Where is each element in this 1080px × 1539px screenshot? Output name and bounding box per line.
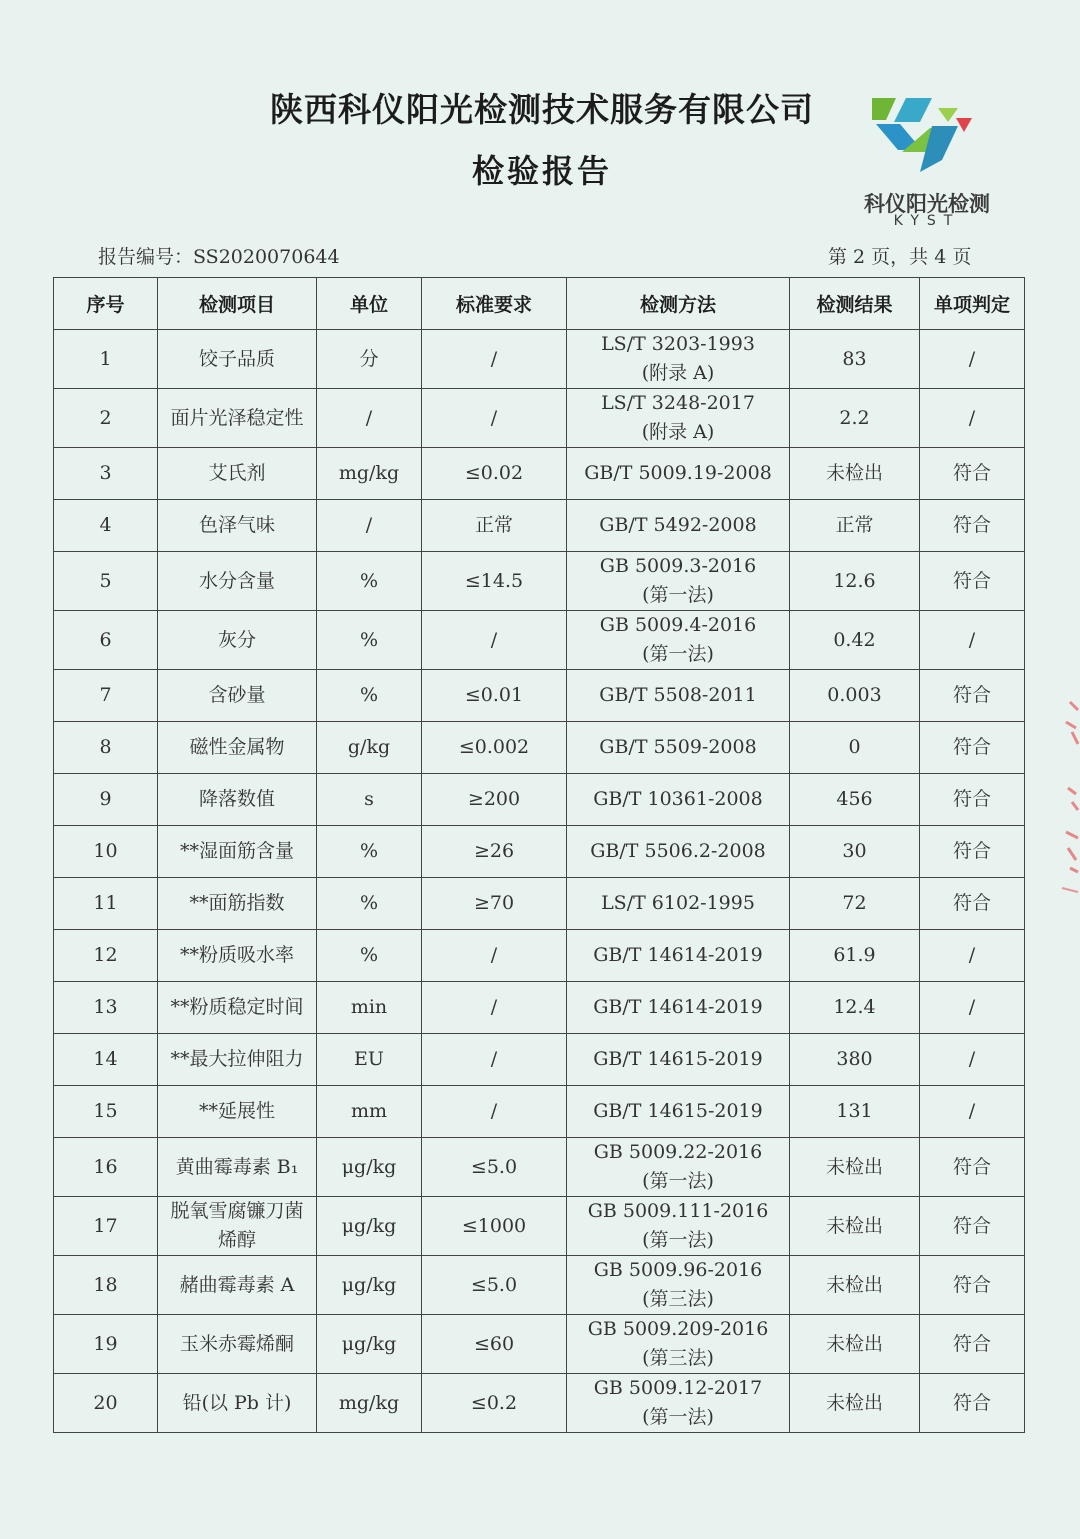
cell-item: **面筋指数 bbox=[158, 878, 317, 930]
cell-no: 16 bbox=[54, 1138, 158, 1197]
col-header-requirement: 标准要求 bbox=[422, 278, 567, 330]
cell-unit: mm bbox=[317, 1086, 422, 1138]
cell-method bbox=[567, 330, 790, 389]
red-seal-fragment bbox=[1058, 692, 1080, 902]
report-number: 报告编号：SS2020070644 bbox=[98, 246, 340, 268]
method-note: (附录 A) bbox=[641, 421, 715, 443]
table-row bbox=[54, 774, 1025, 826]
method-note: (第一法) bbox=[642, 1229, 714, 1251]
cell-method bbox=[567, 389, 790, 448]
table-row bbox=[54, 500, 1025, 552]
cell-unit: μg/kg bbox=[317, 1256, 422, 1315]
method-note: (第一法) bbox=[642, 584, 714, 606]
cell-requirement: / bbox=[422, 611, 567, 670]
results-table bbox=[53, 277, 1025, 1433]
cell-method: GB/T 14614-2019 bbox=[567, 930, 790, 982]
cell-verdict: / bbox=[920, 330, 1025, 389]
table-row bbox=[54, 878, 1025, 930]
cell-no: 5 bbox=[54, 552, 158, 611]
cell-item: 黄曲霉毒素 B₁ bbox=[158, 1138, 317, 1197]
table-row bbox=[54, 330, 1025, 389]
cell-item: 赭曲霉毒素 A bbox=[158, 1256, 317, 1315]
method-standard: GB 5009.96-2016 bbox=[593, 1259, 763, 1281]
cell-method: GB/T 14615-2019 bbox=[567, 1086, 790, 1138]
table-row bbox=[54, 1197, 1025, 1256]
method-note: (第三法) bbox=[642, 1347, 714, 1369]
cell-no: 8 bbox=[54, 722, 158, 774]
cell-item: 面片光泽稳定性 bbox=[158, 389, 317, 448]
cell-no: 2 bbox=[54, 389, 158, 448]
cell-method: GB/T 5492-2008 bbox=[567, 500, 790, 552]
table-row bbox=[54, 1315, 1025, 1374]
cell-method: GB/T 14615-2019 bbox=[567, 1034, 790, 1086]
cell-no: 12 bbox=[54, 930, 158, 982]
cell-verdict: 符合 bbox=[920, 500, 1025, 552]
cell-result: 61.9 bbox=[790, 930, 920, 982]
method-note: (第一法) bbox=[642, 643, 714, 665]
cell-unit: % bbox=[317, 930, 422, 982]
table-row bbox=[54, 448, 1025, 500]
cell-requirement: ≤0.02 bbox=[422, 448, 567, 500]
cell-no: 17 bbox=[54, 1197, 158, 1256]
cell-item: **湿面筋含量 bbox=[158, 826, 317, 878]
table-row bbox=[54, 1138, 1025, 1197]
cell-result: 12.6 bbox=[790, 552, 920, 611]
cell-requirement: ≤1000 bbox=[422, 1197, 567, 1256]
cell-no: 13 bbox=[54, 982, 158, 1034]
cell-item: 玉米赤霉烯酮 bbox=[158, 1315, 317, 1374]
cell-result: 72 bbox=[790, 878, 920, 930]
cell-item: 饺子品质 bbox=[158, 330, 317, 389]
cell-method: GB/T 14614-2019 bbox=[567, 982, 790, 1034]
cell-verdict: / bbox=[920, 611, 1025, 670]
cell-unit: mg/kg bbox=[317, 1374, 422, 1433]
cell-result: 未检出 bbox=[790, 448, 920, 500]
cell-requirement: / bbox=[422, 982, 567, 1034]
cell-requirement: / bbox=[422, 1086, 567, 1138]
cell-result: 456 bbox=[790, 774, 920, 826]
cell-unit: s bbox=[317, 774, 422, 826]
cell-method bbox=[567, 1374, 790, 1433]
cell-no: 11 bbox=[54, 878, 158, 930]
cell-method: LS/T 6102-1995 bbox=[567, 878, 790, 930]
cell-method bbox=[567, 1197, 790, 1256]
item-line: 脱氧雪腐镰刀菌 bbox=[170, 1200, 304, 1222]
cell-item: 色泽气味 bbox=[158, 500, 317, 552]
cell-result: 未检出 bbox=[790, 1315, 920, 1374]
cell-verdict: 符合 bbox=[920, 774, 1025, 826]
cell-verdict: / bbox=[920, 1086, 1025, 1138]
cell-unit: μg/kg bbox=[317, 1315, 422, 1374]
cell-result: 12.4 bbox=[790, 982, 920, 1034]
method-standard: GB 5009.111-2016 bbox=[587, 1200, 769, 1222]
table-row bbox=[54, 930, 1025, 982]
cell-verdict: 符合 bbox=[920, 1374, 1025, 1433]
cell-item: 降落数值 bbox=[158, 774, 317, 826]
cell-verdict: / bbox=[920, 930, 1025, 982]
cell-method bbox=[567, 1138, 790, 1197]
cell-verdict: 符合 bbox=[920, 826, 1025, 878]
cell-verdict: / bbox=[920, 389, 1025, 448]
method-standard: GB 5009.209-2016 bbox=[587, 1318, 769, 1340]
cell-method bbox=[567, 1315, 790, 1374]
cell-requirement: ≥26 bbox=[422, 826, 567, 878]
cell-unit: μg/kg bbox=[317, 1197, 422, 1256]
cell-verdict: 符合 bbox=[920, 722, 1025, 774]
cell-unit: g/kg bbox=[317, 722, 422, 774]
cell-item bbox=[158, 1197, 317, 1256]
cell-item: **粉质吸水率 bbox=[158, 930, 317, 982]
table-row bbox=[54, 389, 1025, 448]
cell-item: 含砂量 bbox=[158, 670, 317, 722]
cell-item: **粉质稳定时间 bbox=[158, 982, 317, 1034]
cell-no: 14 bbox=[54, 1034, 158, 1086]
cell-result: 131 bbox=[790, 1086, 920, 1138]
cell-method: GB/T 5508-2011 bbox=[567, 670, 790, 722]
cell-no: 18 bbox=[54, 1256, 158, 1315]
table-row bbox=[54, 1034, 1025, 1086]
col-header-method: 检测方法 bbox=[567, 278, 790, 330]
cell-no: 7 bbox=[54, 670, 158, 722]
cell-item: 艾氏剂 bbox=[158, 448, 317, 500]
cell-no: 10 bbox=[54, 826, 158, 878]
cell-requirement: ≤5.0 bbox=[422, 1256, 567, 1315]
cell-verdict: / bbox=[920, 1034, 1025, 1086]
method-note: (第一法) bbox=[642, 1406, 714, 1428]
col-header-result: 检测结果 bbox=[790, 278, 920, 330]
table-row bbox=[54, 611, 1025, 670]
cell-unit: % bbox=[317, 611, 422, 670]
cell-requirement: / bbox=[422, 330, 567, 389]
cell-no: 15 bbox=[54, 1086, 158, 1138]
page-indicator: 第 2 页，共 4 页 bbox=[828, 246, 972, 268]
cell-method: GB/T 5009.19-2008 bbox=[567, 448, 790, 500]
table-row bbox=[54, 1374, 1025, 1433]
cell-method: GB/T 10361-2008 bbox=[567, 774, 790, 826]
cell-requirement: / bbox=[422, 930, 567, 982]
method-standard: GB 5009.4-2016 bbox=[599, 614, 757, 636]
cell-unit: EU bbox=[317, 1034, 422, 1086]
cell-verdict: 符合 bbox=[920, 670, 1025, 722]
table-row bbox=[54, 1086, 1025, 1138]
cell-result: 未检出 bbox=[790, 1256, 920, 1315]
cell-verdict: 符合 bbox=[920, 878, 1025, 930]
table-row bbox=[54, 552, 1025, 611]
cell-result: 30 bbox=[790, 826, 920, 878]
cell-verdict: 符合 bbox=[920, 1197, 1025, 1256]
cell-result: 未检出 bbox=[790, 1197, 920, 1256]
cell-no: 19 bbox=[54, 1315, 158, 1374]
cell-requirement: ≤0.01 bbox=[422, 670, 567, 722]
report-title: 检验报告 bbox=[471, 152, 612, 190]
cell-no: 6 bbox=[54, 611, 158, 670]
col-header-unit: 单位 bbox=[317, 278, 422, 330]
cell-requirement: ≤5.0 bbox=[422, 1138, 567, 1197]
cell-item: 灰分 bbox=[158, 611, 317, 670]
table-header-row bbox=[54, 278, 1025, 330]
cell-verdict: 符合 bbox=[920, 1138, 1025, 1197]
cell-unit: / bbox=[317, 389, 422, 448]
cell-item: 铅(以 Pb 计) bbox=[158, 1374, 317, 1433]
col-header-verdict: 单项判定 bbox=[920, 278, 1025, 330]
logo-subtitle: KYST bbox=[893, 213, 961, 229]
cell-item: 水分含量 bbox=[158, 552, 317, 611]
cell-requirement: ≤0.2 bbox=[422, 1374, 567, 1433]
cell-no: 9 bbox=[54, 774, 158, 826]
cell-unit: min bbox=[317, 982, 422, 1034]
method-note: (第三法) bbox=[642, 1288, 714, 1310]
cell-item: **延展性 bbox=[158, 1086, 317, 1138]
cell-no: 3 bbox=[54, 448, 158, 500]
cell-unit: % bbox=[317, 552, 422, 611]
cell-verdict: 符合 bbox=[920, 448, 1025, 500]
table-row bbox=[54, 670, 1025, 722]
cell-unit: / bbox=[317, 500, 422, 552]
cell-unit: μg/kg bbox=[317, 1138, 422, 1197]
cell-requirement: ≥70 bbox=[422, 878, 567, 930]
cell-no: 20 bbox=[54, 1374, 158, 1433]
cell-result: 0 bbox=[790, 722, 920, 774]
cell-unit: % bbox=[317, 878, 422, 930]
method-note: (附录 A) bbox=[641, 362, 715, 384]
cell-result: 83 bbox=[790, 330, 920, 389]
col-header-no: 序号 bbox=[54, 278, 158, 330]
method-standard: LS/T 3248-2017 bbox=[601, 392, 755, 414]
cell-verdict: 符合 bbox=[920, 552, 1025, 611]
method-standard: GB 5009.22-2016 bbox=[593, 1141, 763, 1163]
cell-unit: % bbox=[317, 826, 422, 878]
cell-method bbox=[567, 1256, 790, 1315]
cell-method bbox=[567, 611, 790, 670]
method-standard: GB 5009.3-2016 bbox=[599, 555, 757, 577]
cell-no: 1 bbox=[54, 330, 158, 389]
col-header-item: 检测项目 bbox=[158, 278, 317, 330]
cell-result: 0.42 bbox=[790, 611, 920, 670]
company-name: 陕西科仪阳光检测技术服务有限公司 bbox=[270, 90, 814, 129]
cell-unit: % bbox=[317, 670, 422, 722]
cell-requirement: ≤14.5 bbox=[422, 552, 567, 611]
cell-result: 正常 bbox=[790, 500, 920, 552]
cell-requirement: 正常 bbox=[422, 500, 567, 552]
kyst-logo bbox=[862, 90, 980, 190]
logo-name: 科仪阳光检测 bbox=[864, 192, 990, 216]
item-line-2: 烯醇 bbox=[217, 1229, 256, 1251]
cell-result: 380 bbox=[790, 1034, 920, 1086]
cell-item: 磁性金属物 bbox=[158, 722, 317, 774]
table-row bbox=[54, 1256, 1025, 1315]
table-row bbox=[54, 982, 1025, 1034]
cell-unit: 分 bbox=[317, 330, 422, 389]
cell-requirement: ≤60 bbox=[422, 1315, 567, 1374]
cell-no: 4 bbox=[54, 500, 158, 552]
cell-result: 0.003 bbox=[790, 670, 920, 722]
cell-method: GB/T 5506.2-2008 bbox=[567, 826, 790, 878]
cell-method: GB/T 5509-2008 bbox=[567, 722, 790, 774]
cell-requirement: ≤0.002 bbox=[422, 722, 567, 774]
cell-verdict: / bbox=[920, 982, 1025, 1034]
cell-verdict: 符合 bbox=[920, 1256, 1025, 1315]
cell-result: 未检出 bbox=[790, 1138, 920, 1197]
cell-requirement: / bbox=[422, 389, 567, 448]
cell-verdict: 符合 bbox=[920, 1315, 1025, 1374]
table-row bbox=[54, 722, 1025, 774]
cell-unit: mg/kg bbox=[317, 448, 422, 500]
cell-requirement: ≥200 bbox=[422, 774, 567, 826]
method-standard: GB 5009.12-2017 bbox=[593, 1377, 763, 1399]
cell-item: **最大拉伸阻力 bbox=[158, 1034, 317, 1086]
table-row bbox=[54, 826, 1025, 878]
method-note: (第一法) bbox=[642, 1170, 714, 1192]
cell-method bbox=[567, 552, 790, 611]
cell-requirement: / bbox=[422, 1034, 567, 1086]
cell-result: 2.2 bbox=[790, 389, 920, 448]
cell-result: 未检出 bbox=[790, 1374, 920, 1433]
method-standard: LS/T 3203-1993 bbox=[601, 333, 755, 355]
